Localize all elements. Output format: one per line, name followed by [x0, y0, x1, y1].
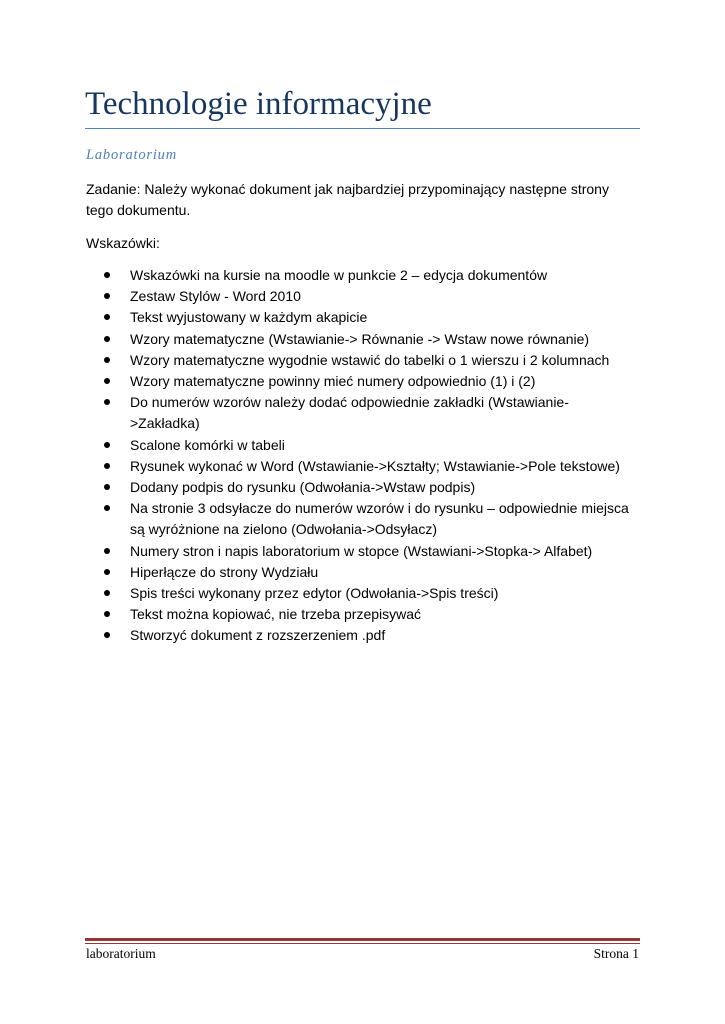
bullet-icon	[104, 314, 110, 320]
list-item	[86, 329, 636, 350]
hint-text: Scalone komórki w tabeli	[130, 436, 285, 453]
bullet-icon	[104, 548, 110, 554]
list-item	[86, 307, 636, 328]
list-item	[86, 265, 636, 286]
bullet-icon	[104, 505, 110, 511]
hint-text: Do numerów wzorów należy dodać odpowiednie zakładki (Wstawianie->Zakładka)	[130, 394, 569, 432]
bullet-icon	[104, 293, 110, 299]
bullet-icon	[104, 272, 110, 278]
bullet-icon	[104, 611, 110, 617]
bullet-icon	[104, 378, 110, 384]
hint-text: Tekst można kopiować, nie trzeba przepisywać	[130, 606, 422, 623]
title-divider	[85, 128, 640, 129]
bullet-icon	[104, 399, 110, 405]
list-item	[86, 435, 636, 456]
hint-text: Wzory matematyczne powinny mieć numery odpowiednio (1) i (2)	[130, 373, 536, 390]
bullet-icon	[104, 463, 110, 469]
bullet-icon	[104, 442, 110, 448]
hint-text: Stworzyć dokument z rozszerzeniem .pdf	[130, 627, 386, 644]
bullet-icon	[104, 357, 110, 363]
bullet-icon	[104, 336, 110, 342]
list-item	[86, 392, 636, 434]
list-item	[86, 625, 636, 646]
hint-text: Zestaw Stylów - Word 2010	[130, 288, 301, 305]
list-item	[86, 456, 636, 477]
hint-text: Wzory matematyczne (Wstawianie-> Równanie -> Wstaw nowe równanie)	[130, 330, 590, 347]
hints-label: Wskazówki:	[86, 235, 160, 251]
hint-text: Dodany podpis do rysunku (Odwołania->Wstaw podpis)	[130, 479, 476, 496]
list-item	[86, 583, 636, 604]
task-paragraph: Zadanie: Należy wykonać dokument jak najbardziej przypominający następne strony tego dokumentu.	[86, 181, 609, 218]
list-item	[86, 498, 636, 540]
document-subtitle: Laboratorium	[86, 147, 177, 163]
bullet-icon	[104, 569, 110, 575]
bullet-icon	[104, 590, 110, 596]
list-item	[86, 286, 636, 307]
list-item	[86, 371, 636, 392]
hints-list	[86, 265, 636, 647]
footer-label: laboratorium	[86, 946, 156, 961]
bullet-icon	[104, 632, 110, 638]
list-item	[86, 477, 636, 498]
list-item	[86, 604, 636, 625]
hint-text: Hiperłącze do strony Wydziału	[130, 563, 319, 580]
hint-text: Wzory matematyczne wygodnie wstawić do tabelki o 1 wierszu i 2 kolumnach	[130, 351, 610, 368]
bullet-icon	[104, 484, 110, 490]
hint-text: Wskazówki na kursie na moodle w punkcie 2 – edycja dokumentów	[130, 267, 548, 283]
footer-divider-thin	[85, 943, 640, 944]
hint-text: Numery stron i napis laboratorium w stopce (Wstawiani->Stopka-> Alfabet)	[130, 542, 593, 559]
hint-text: Spis treści wykonany przez edytor (Odwołania->Spis treści)	[130, 585, 499, 602]
list-item	[86, 350, 636, 371]
footer-divider-thick	[85, 938, 640, 941]
list-item	[86, 562, 636, 583]
hint-text: Na stronie 3 odsyłacze do numerów wzorów i do rysunku – odpowiednie miejsca są wyróżnione na zielono (Odwołania->Odsyłacz)	[130, 500, 629, 538]
document-title: Technologie informacyjne	[85, 86, 432, 122]
hint-text: Tekst wyjustowany w każdym akapicie	[130, 309, 368, 326]
list-item	[86, 541, 636, 562]
hint-text: Rysunek wykonać w Word (Wstawianie->Kształty; Wstawianie->Pole tekstowe)	[130, 457, 620, 474]
page-number: Strona 1	[593, 946, 639, 961]
